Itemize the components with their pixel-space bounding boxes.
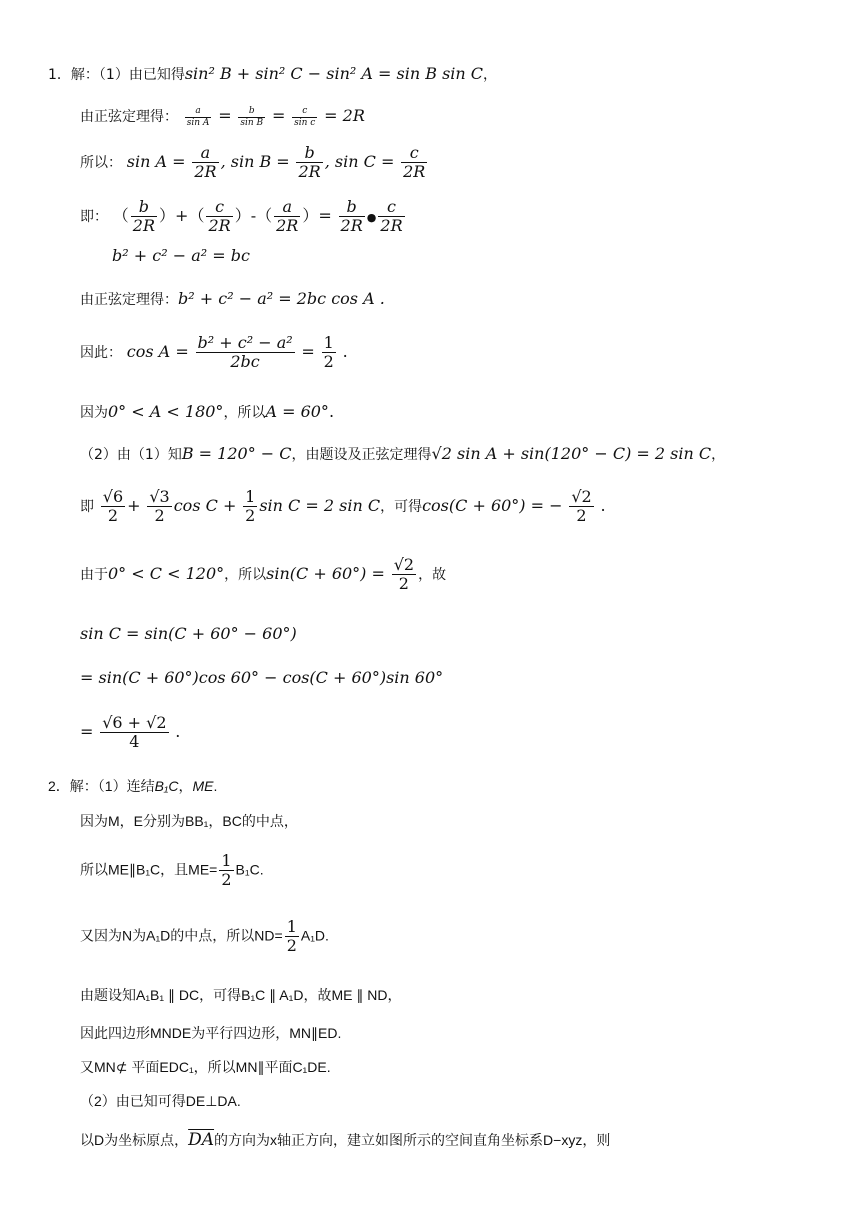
p1-given-equation: sin² B + sin² C − sin² A = sin B sin C <box>184 64 484 83</box>
p2-line-8: （2）由已知可得DE⊥DA. <box>80 1093 241 1109</box>
p1-line-4: 即： （ $\frac{b}{2R}$ ）+（ $\frac{c}{2R}$ ）-（ $\frac{a}{2R}$ ）= $\frac{b}{2R}$ ● $\frac{c}{2R}$ <box>80 197 403 236</box>
p1-line-1: 1．解：（1）由已知得sin² B + sin² C − sin² A = sin B sin C， <box>48 64 498 83</box>
p1-line-12: sin C = sin(C + 60° − 60°) <box>80 624 297 643</box>
p2-line-6: 因此四边形MNDE为平行四边形，MN∥ED. <box>80 1025 342 1041</box>
p1-line-11: 由于0° < C < 120°，所以sin(C + 60°) = $\frac{√2}{2}$ ，故 <box>80 555 447 594</box>
p1-line-14: = $\frac{√6 + √2}{4}$ . <box>80 713 181 752</box>
p2-line-1: 2．解：（1）连结B₁C，ME. <box>48 778 218 794</box>
fraction-a-sinA: $\frac{a}{\text{sin A}}$ <box>186 106 210 128</box>
p2-line-2: 因为M，E分别为BB₁，BC的中点， <box>80 813 298 829</box>
p1-line-13: = sin(C + 60°)cos 60° − cos(C + 60°)sin 60° <box>80 668 444 687</box>
vector-DA: $\overline{DA}$ <box>188 1130 215 1150</box>
p1-line-2: 由正弦定理得： $\frac{a}{\text{sin A}}$ = $\frac{b}{\text{sin B}}$ = $\frac{c}{\text{sin c}}$ = 2R <box>80 106 365 128</box>
p1-line-9: （2）由（1）知B = 120° − C，由题设及正弦定理得√2 sin A + sin(120° − C) = 2 sin C， <box>80 444 726 463</box>
p2-line-7: 又MN⊄ 平面EDC₁，所以MN∥平面C₁DE. <box>80 1059 331 1075</box>
p1-line-7: 因此： cos A = $\frac{\text{b² + c² − a²}}{2bc}$ = $\frac{1}{2}$ . <box>80 333 348 372</box>
p2-heading: 2．解：（1）连结 <box>48 778 155 794</box>
p2-line-5: 由题设知A₁B₁ ∥ DC，可得B₁C ∥ A₁D，故ME ∥ ND， <box>80 987 402 1003</box>
p2-line-3: 所以ME∥B₁C，且ME= $\frac{1}{2}$ B₁C. <box>80 851 264 890</box>
p1-line-10: 即 $\frac{√6}{2}$ + $\frac{√3}{2}$ cos C + $\frac{1}{2}$ sin C = 2 sin C，可得cos(C + 60°) = − $\frac{√2}{2}$ . <box>80 487 606 526</box>
fraction-b-sinB: $\frac{b}{\text{sin B}}$ <box>240 106 264 128</box>
p1-line-5: b² + c² − a² = bc <box>112 246 250 265</box>
p2-line-4: 又因为N为A₁D的中点，所以ND= $\frac{1}{2}$ A₁D. <box>80 917 329 956</box>
p1-line-6: 由正弦定理得：b² + c² − a² = 2bc cos A . <box>80 289 385 308</box>
fraction-c-sinc: $\frac{c}{\text{sin c}}$ <box>294 106 316 128</box>
p1-line-3: 所以： sin A = $\frac{a}{2R}$ , sin B = $\frac{b}{2R}$ , sin C = $\frac{c}{2R}$ <box>80 143 426 182</box>
p2-line-9: 以D为坐标原点，$\overline{DA}$的方向为x轴正方向，建立如图所示的空间直角坐标系D−xyz，则 <box>80 1130 611 1150</box>
p1-line-8: 因为0° < A < 180°，所以A = 60°. <box>80 402 335 421</box>
p1-heading: 1．解：（1）由已知得 <box>48 67 185 83</box>
